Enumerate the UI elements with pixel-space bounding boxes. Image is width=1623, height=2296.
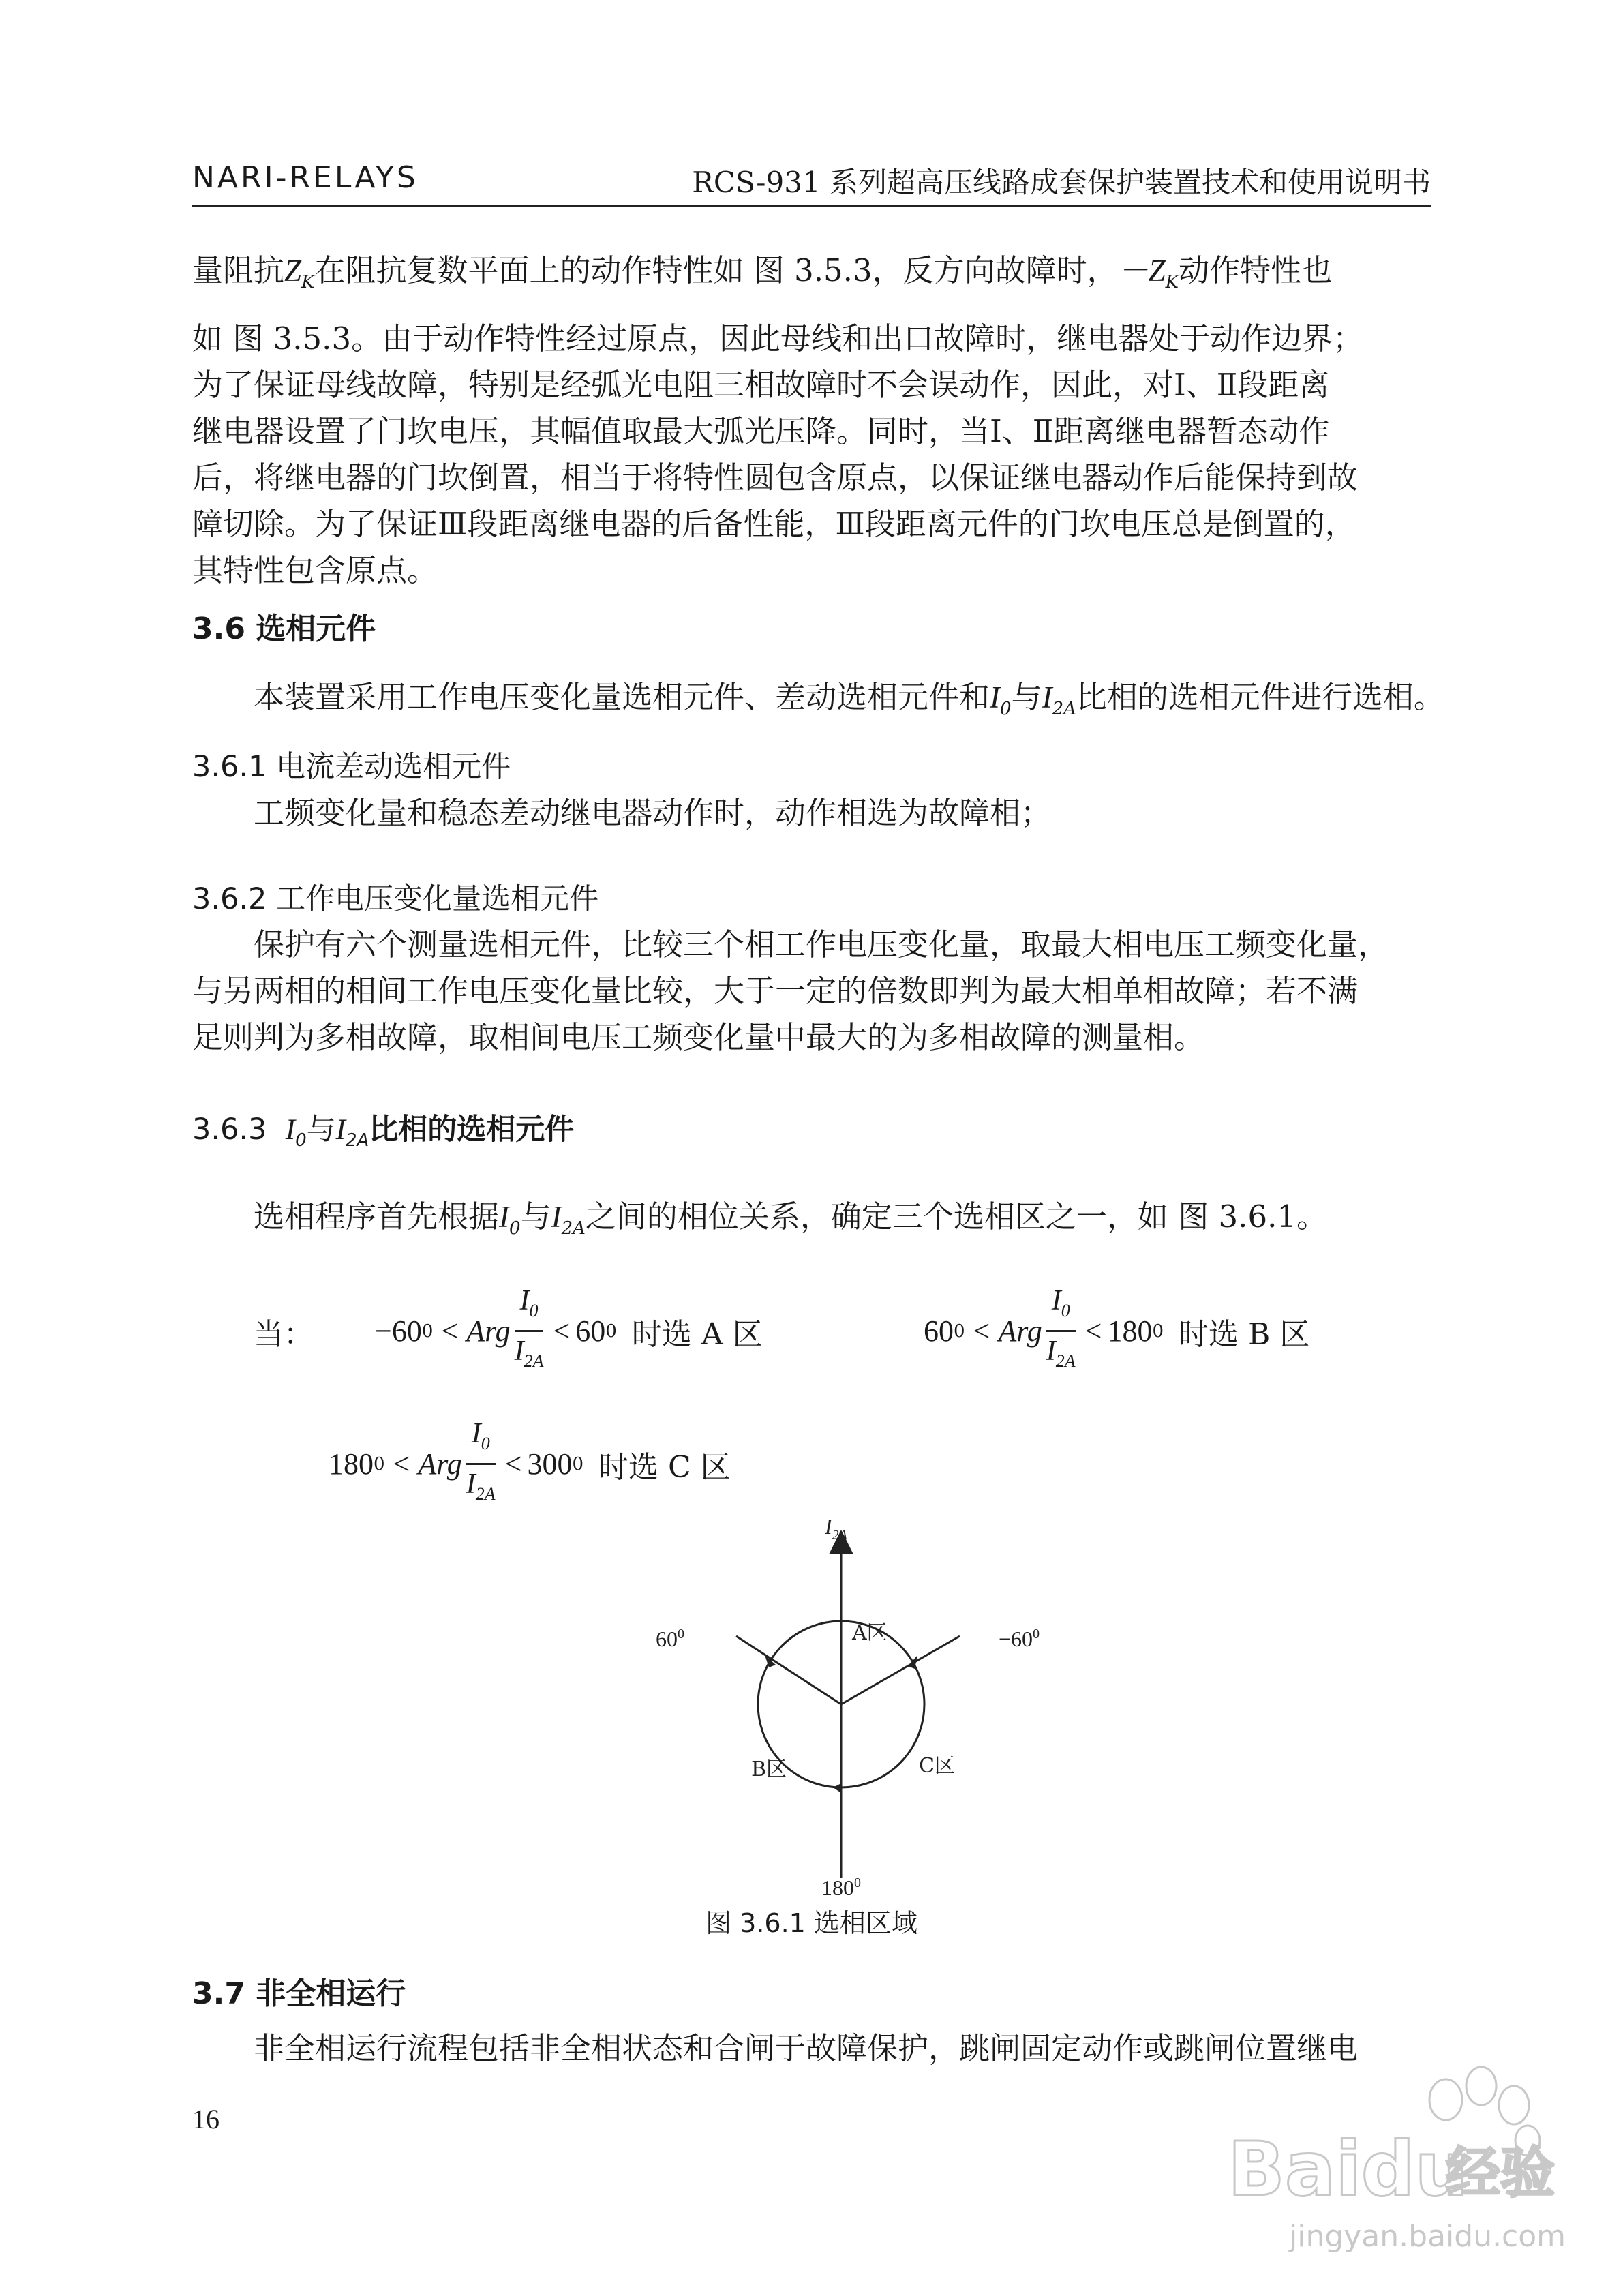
angle-60-label: $60^0$ xyxy=(656,1627,684,1651)
header-left-title: NARI-RELAYS xyxy=(192,160,419,195)
header-right-title: RCS-931 系列超高压线路成套保护装置技术和使用说明书 xyxy=(692,166,1431,199)
para1-line3: 为了保证母线故障，特别是经弧光电阻三相故障时不会误动作，因此，对Ⅰ、Ⅱ段距离 xyxy=(192,367,1330,403)
section-3-6-2-line3: 足则判为多相故障，取相间电压工频变化量中最大的为多相故障的测量相。 xyxy=(192,1019,1205,1055)
axis-label-i2a: $I_{2A}$ xyxy=(825,1514,847,1543)
section-3-6-2-line1: 保护有六个测量选相元件，比较三个相工作电压变化量，取最大相电压工频变化量， xyxy=(254,926,1389,963)
watermark-brand: Baidu xyxy=(1228,2126,1468,2213)
phase-selection-diagram xyxy=(613,1513,1091,1895)
section-3-7-title: 3.7 非全相运行 xyxy=(192,1976,406,2011)
formula-zone-a: 当： −60 0 < Arg $\frac{I_0}{I_{2A}}$ < 60 0 时选 A 区 xyxy=(254,1282,763,1380)
section-3-6-1-text: 工频变化量和稳态差动继电器动作时，动作相选为故障相； xyxy=(254,795,1052,831)
section-3-6-1-title: 3.6.1 电流差动选相元件 xyxy=(192,750,511,784)
watermark-url: jingyan.baidu.com xyxy=(1289,2219,1566,2254)
section-3-6-2-title: 3.6.2 工作电压变化量选相元件 xyxy=(192,882,599,916)
section-3-6-intro: 本装置采用工作电压变化量选相元件、差动选相元件和$I_0$与$I_{2A}$比相的选相元件进行选相。 xyxy=(254,679,1444,719)
section-3-6-3-text: 选相程序首先根据$I_0$与$I_{2A}$之间的相位关系，确定三个选相区之一，如 图 3.6.1。 xyxy=(254,1198,1328,1239)
figure-caption: 图 3.6.1 选相区域 xyxy=(706,1908,917,1938)
zone-c-label: C区 xyxy=(919,1754,955,1778)
para1-line4: 继电器设置了门坎电压，其幅值取最大弧光压降。同时，当Ⅰ、Ⅱ距离继电器暂态动作 xyxy=(192,413,1330,449)
boundary-60-line xyxy=(736,1636,841,1704)
zone-a-label: A区 xyxy=(852,1621,888,1645)
para1-line1: 量阻抗$Z_K$在阻抗复数平面上的动作特性如 图 3.5.3，反方向故障时，$-Z_K$动作特性也 xyxy=(192,252,1333,292)
para1-line7: 其特性包含原点。 xyxy=(192,552,438,588)
formula-zone-c: 180 0 < Arg $\frac{I_0}{I_{2A}}$ < 300 0 时选 C 区 xyxy=(329,1415,731,1513)
section-3-6-2-line2: 与另两相的相间工作电压变化量比较，大于一定的倍数即判为最大相单相故障；若不满 xyxy=(192,973,1359,1009)
section-3-6-title: 3.6 选相元件 xyxy=(192,611,376,646)
watermark-cn: 经验 xyxy=(1446,2141,1555,2205)
header-rule xyxy=(192,205,1431,207)
para1-line2: 如 图 3.5.3。由于动作特性经过原点，因此母线和出口故障时，继电器处于动作边界； xyxy=(192,320,1364,357)
para1-line5: 后，将继电器的门坎倒置，相当于将特性圆包含原点，以保证继电器动作后能保持到故 xyxy=(192,459,1359,496)
zone-b-label: B区 xyxy=(751,1757,787,1781)
baidu-jingyan-watermark xyxy=(1214,2052,1582,2256)
angle-180-label: $180^0$ xyxy=(821,1875,861,1895)
angle-minus60-label: $-60^0$ xyxy=(999,1627,1040,1651)
arrow-180-mark xyxy=(833,1783,841,1793)
watermark-logo xyxy=(1214,2052,1582,2256)
section-3-7-line1: 非全相运行流程包括非全相状态和合闸于故障保护，跳闸固定动作或跳闸位置继电 xyxy=(254,2030,1359,2066)
section-3-6-3-title: 3.6.3 $I_0$与$I_{2A}$比相的选相元件 xyxy=(192,1113,575,1151)
formula-zone-b: 60 0 < Arg $\frac{I_0}{I_{2A}}$ < 180 0 时选 B 区 xyxy=(924,1282,1309,1380)
para1-line6: 障切除。为了保证Ⅲ段距离继电器的后备性能，Ⅲ段距离元件的门坎电压总是倒置的， xyxy=(192,506,1356,542)
page-number: 16 xyxy=(192,2104,219,2134)
